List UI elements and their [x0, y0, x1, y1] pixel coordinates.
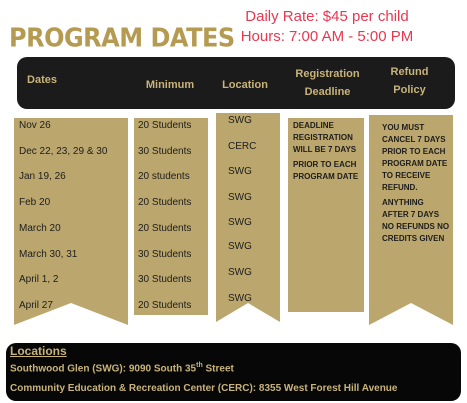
- location-cell: SWG: [228, 192, 252, 203]
- date-cell: March 20: [19, 223, 61, 234]
- registration-line: WILL BE 7 DAYS: [293, 145, 357, 154]
- location-swg-text: Southwood Glen (SWG): 9090 South 35: [10, 363, 197, 375]
- refund-line: REFUND.: [382, 183, 418, 192]
- date-cell: Jan 19, 26: [19, 171, 66, 182]
- daily-rate: Daily Rate: $45 per child: [245, 8, 409, 25]
- refund-line: PRIOR TO EACH: [382, 147, 446, 156]
- header-registration-line2: Deadline: [304, 86, 351, 98]
- location-cell: SWG: [228, 166, 252, 177]
- minimum-cell: 20 Students: [138, 197, 192, 208]
- refund-policy-text: [382, 122, 452, 245]
- location-cell: SWG: [228, 293, 252, 304]
- page-title: PROGRAM DATES: [9, 22, 235, 54]
- location-cell: SWG: [228, 241, 252, 252]
- minimum-cell: 20 Students: [138, 223, 192, 234]
- minimum-cell: 30 Students: [138, 146, 192, 157]
- registration-deadline-text: [293, 120, 361, 183]
- location-cell: SWG: [228, 267, 252, 278]
- header-location: Location: [222, 79, 268, 91]
- date-cell: April 1, 2: [19, 274, 59, 285]
- date-cell: April 27: [19, 300, 53, 311]
- registration-line: PROGRAM DATE: [293, 172, 359, 181]
- location-swg-sup: th: [196, 362, 203, 369]
- header-refund-line2: Policy: [393, 84, 426, 96]
- registration-line: PRIOR TO EACH: [293, 160, 357, 169]
- header-registration-line1: Registration: [295, 68, 360, 80]
- hours: Hours: 7:00 AM - 5:00 PM: [240, 28, 414, 45]
- minimum-cell: 20 Students: [138, 300, 192, 311]
- refund-line: AFTER 7 DAYS: [382, 210, 440, 219]
- header-minimum: Minimum: [145, 79, 195, 91]
- refund-line: NO REFUNDS NO: [382, 222, 450, 231]
- minimum-cell: 30 Students: [138, 274, 192, 285]
- header-dates: Dates: [27, 74, 57, 86]
- location-swg: [10, 362, 234, 374]
- location-cell: SWG: [228, 115, 252, 126]
- refund-line: CREDITS GIVEN: [382, 234, 445, 243]
- minimum-cell: 20 students: [138, 171, 190, 182]
- refund-line: PROGRAM DATE: [382, 159, 448, 168]
- date-cell: Nov 26: [19, 120, 51, 131]
- location-cell: CERC: [228, 141, 257, 152]
- date-cell: March 30, 31: [19, 249, 78, 260]
- refund-line: YOU MUST: [382, 123, 425, 132]
- location-cell: SWG: [228, 217, 252, 228]
- date-cell: Feb 20: [19, 197, 51, 208]
- registration-line: DEADLINE: [293, 121, 334, 130]
- refund-line: ANYTHING: [382, 198, 424, 207]
- locations-title: Locations: [10, 344, 67, 358]
- refund-line: CANCEL 7 DAYS: [382, 135, 446, 144]
- registration-line: REGISTRATION: [293, 133, 353, 142]
- header-refund-line1: Refund: [390, 66, 429, 78]
- minimum-cell: 20 Students: [138, 120, 192, 131]
- location-cerc: Community Education & Recreation Center (CERC): 8355 West Forest Hill Avenue: [10, 383, 398, 394]
- location-swg-suffix: Street: [202, 363, 234, 375]
- date-cell: Dec 22, 23, 29 & 30: [19, 146, 108, 157]
- refund-line: TO RECEIVE: [382, 171, 431, 180]
- minimum-cell: 30 Students: [138, 249, 192, 260]
